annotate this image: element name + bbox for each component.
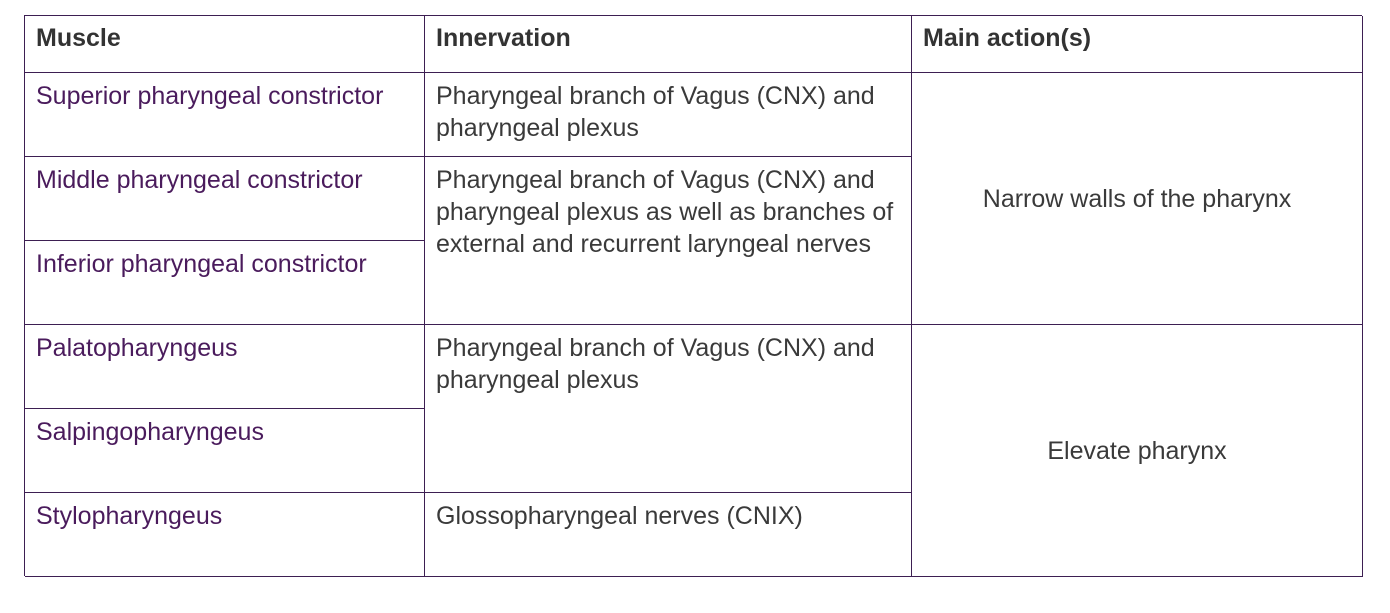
action-narrow-walls: Narrow walls of the pharynx — [912, 73, 1363, 325]
innervation-superior: Pharyngeal branch of Vagus (CNX) and pharyngeal plexus — [425, 73, 912, 157]
innervation-stylopharyngeus: Glossopharyngeal nerves (CNIX) — [425, 493, 912, 577]
muscles-table — [24, 15, 1362, 576]
action-elevate-pharynx: Elevate pharynx — [912, 325, 1363, 577]
header-muscle: Muscle — [25, 16, 425, 73]
header-innervation: Innervation — [425, 16, 912, 73]
muscle-superior-constrictor: Superior pharyngeal constrictor — [25, 73, 425, 157]
muscle-stylopharyngeus: Stylopharyngeus — [25, 493, 425, 577]
muscle-palatopharyngeus: Palatopharyngeus — [25, 325, 425, 409]
muscle-salpingopharyngeus: Salpingopharyngeus — [25, 409, 425, 493]
muscle-middle-constrictor: Middle pharyngeal constrictor — [25, 157, 425, 241]
header-main-actions: Main action(s) — [912, 16, 1363, 73]
innervation-palato-salpingo: Pharyngeal branch of Vagus (CNX) and pharyngeal plexus — [425, 325, 912, 493]
innervation-middle-inferior: Pharyngeal branch of Vagus (CNX) and pharyngeal plexus as well as branches of external and recurrent laryngeal nerves — [425, 157, 912, 325]
muscle-inferior-constrictor: Inferior pharyngeal constrictor — [25, 241, 425, 325]
